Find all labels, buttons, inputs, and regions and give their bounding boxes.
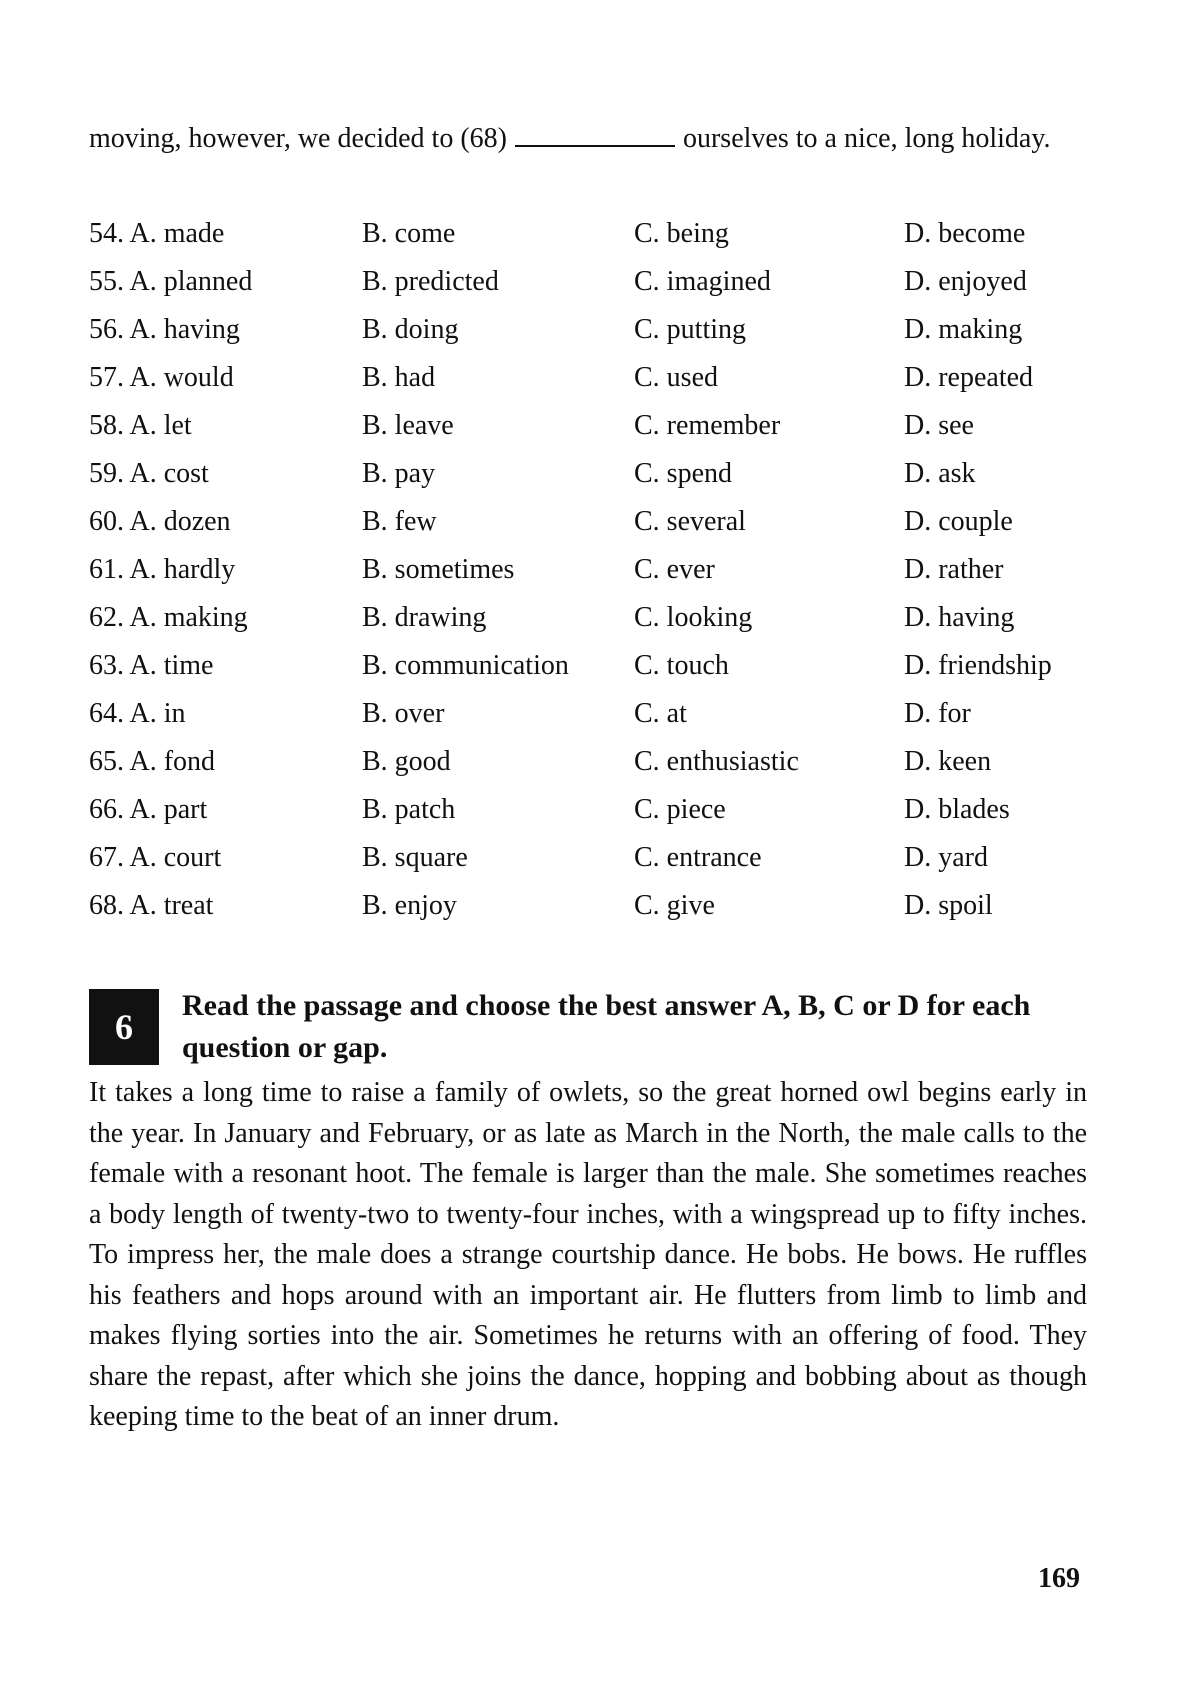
option-d: D. rather [904,554,1004,585]
option-a: 57. A. would [89,362,234,393]
option-d: D. see [904,410,974,441]
option-row [89,354,1099,402]
option-d: D. blades [904,794,1010,825]
option-b: B. doing [362,314,459,345]
option-row [89,882,1099,930]
option-a: 59. A. cost [89,458,209,489]
section-number-badge: 6 [89,989,159,1065]
option-b: B. enjoy [362,890,457,921]
option-a: 58. A. let [89,410,192,441]
option-c: C. give [634,890,715,921]
option-d: D. ask [904,458,976,489]
option-row [89,834,1099,882]
option-a: 63. A. time [89,650,214,681]
option-a: 64. A. in [89,698,186,729]
option-row [89,210,1099,258]
option-b: B. had [362,362,436,393]
option-a: 67. A. court [89,842,222,873]
option-a: 54. A. made [89,218,225,249]
option-d: D. for [904,698,971,729]
page-number: 169 [1038,1563,1080,1594]
option-c: C. spend [634,458,732,489]
option-b: B. come [362,218,456,249]
option-d: D. yard [904,842,988,873]
option-a: 56. A. having [89,314,240,345]
option-d: D. keen [904,746,992,777]
option-d: D. having [904,602,1015,633]
option-c: C. at [634,698,687,729]
option-c: C. putting [634,314,747,345]
option-a: 55. A. planned [89,266,253,297]
option-b: B. sometimes [362,554,515,585]
option-c: C. touch [634,650,729,681]
intro-after: ourselves to a nice, long holiday. [682,123,1051,154]
option-row [89,306,1099,354]
option-row [89,498,1099,546]
option-c: C. imagined [634,266,771,297]
option-b: B. over [362,698,445,729]
option-d: D. repeated [904,362,1034,393]
option-a: 66. A. part [89,794,208,825]
option-c: C. entrance [634,842,762,873]
option-a: 60. A. dozen [89,506,231,537]
option-c: C. used [634,362,718,393]
option-row [89,786,1099,834]
option-c: C. looking [634,602,753,633]
option-c: C. enthusiastic [634,746,799,777]
option-a: 65. A. fond [89,746,216,777]
option-row [89,258,1099,306]
gap-blank [515,121,675,147]
option-row [89,450,1099,498]
option-d: D. enjoyed [904,266,1027,297]
option-b: B. few [362,506,437,537]
option-a: 62. A. making [89,602,248,633]
intro-text [89,118,1089,159]
option-b: B. patch [362,794,456,825]
option-row [89,642,1099,690]
option-b: B. pay [362,458,436,489]
option-b: B. predicted [362,266,499,297]
option-d: D. couple [904,506,1013,537]
option-row [89,594,1099,642]
option-row [89,690,1099,738]
option-d: D. spoil [904,890,993,921]
option-row [89,738,1099,786]
option-row [89,546,1099,594]
option-a: 68. A. treat [89,890,214,921]
option-c: C. ever [634,554,715,585]
option-b: B. communication [362,650,569,681]
answer-options [89,210,1099,930]
option-b: B. square [362,842,468,873]
option-b: B. good [362,746,451,777]
option-b: B. drawing [362,602,487,633]
section-instruction: Read the passage and choose the best answer A, B, C or D for each question or gap. [182,989,1031,1064]
option-c: C. piece [634,794,726,825]
option-row [89,402,1099,450]
intro-before: moving, however, we decided to (68) [89,123,507,154]
option-b: B. leave [362,410,454,441]
option-d: D. friendship [904,650,1052,681]
reading-passage: It takes a long time to raise a family of owlets, so the great horned owl begins early in the year. In January and February, or as late as March in the North, the male calls to the female with a resonant hoot. The female is larger than the male. She sometimes reaches a body length of twenty-two to twenty-four inches, with a wingspread up to fifty inches. To impress her, the male does a strange courtship dance. He bobs. He bows. He ruffles his feathers and hops around with an important air. He flutters from limb to limb and makes flying sorties into the air. Sometimes he returns with an offering of food. They share the repast, after which she joins the dance, hopping and bobbing about as though keeping time to the beat of an inner drum. [89,1077,1087,1432]
option-c: C. remember [634,410,781,441]
option-c: C. being [634,218,729,249]
option-d: D. become [904,218,1026,249]
option-c: C. several [634,506,746,537]
option-d: D. making [904,314,1023,345]
option-a: 61. A. hardly [89,554,236,585]
